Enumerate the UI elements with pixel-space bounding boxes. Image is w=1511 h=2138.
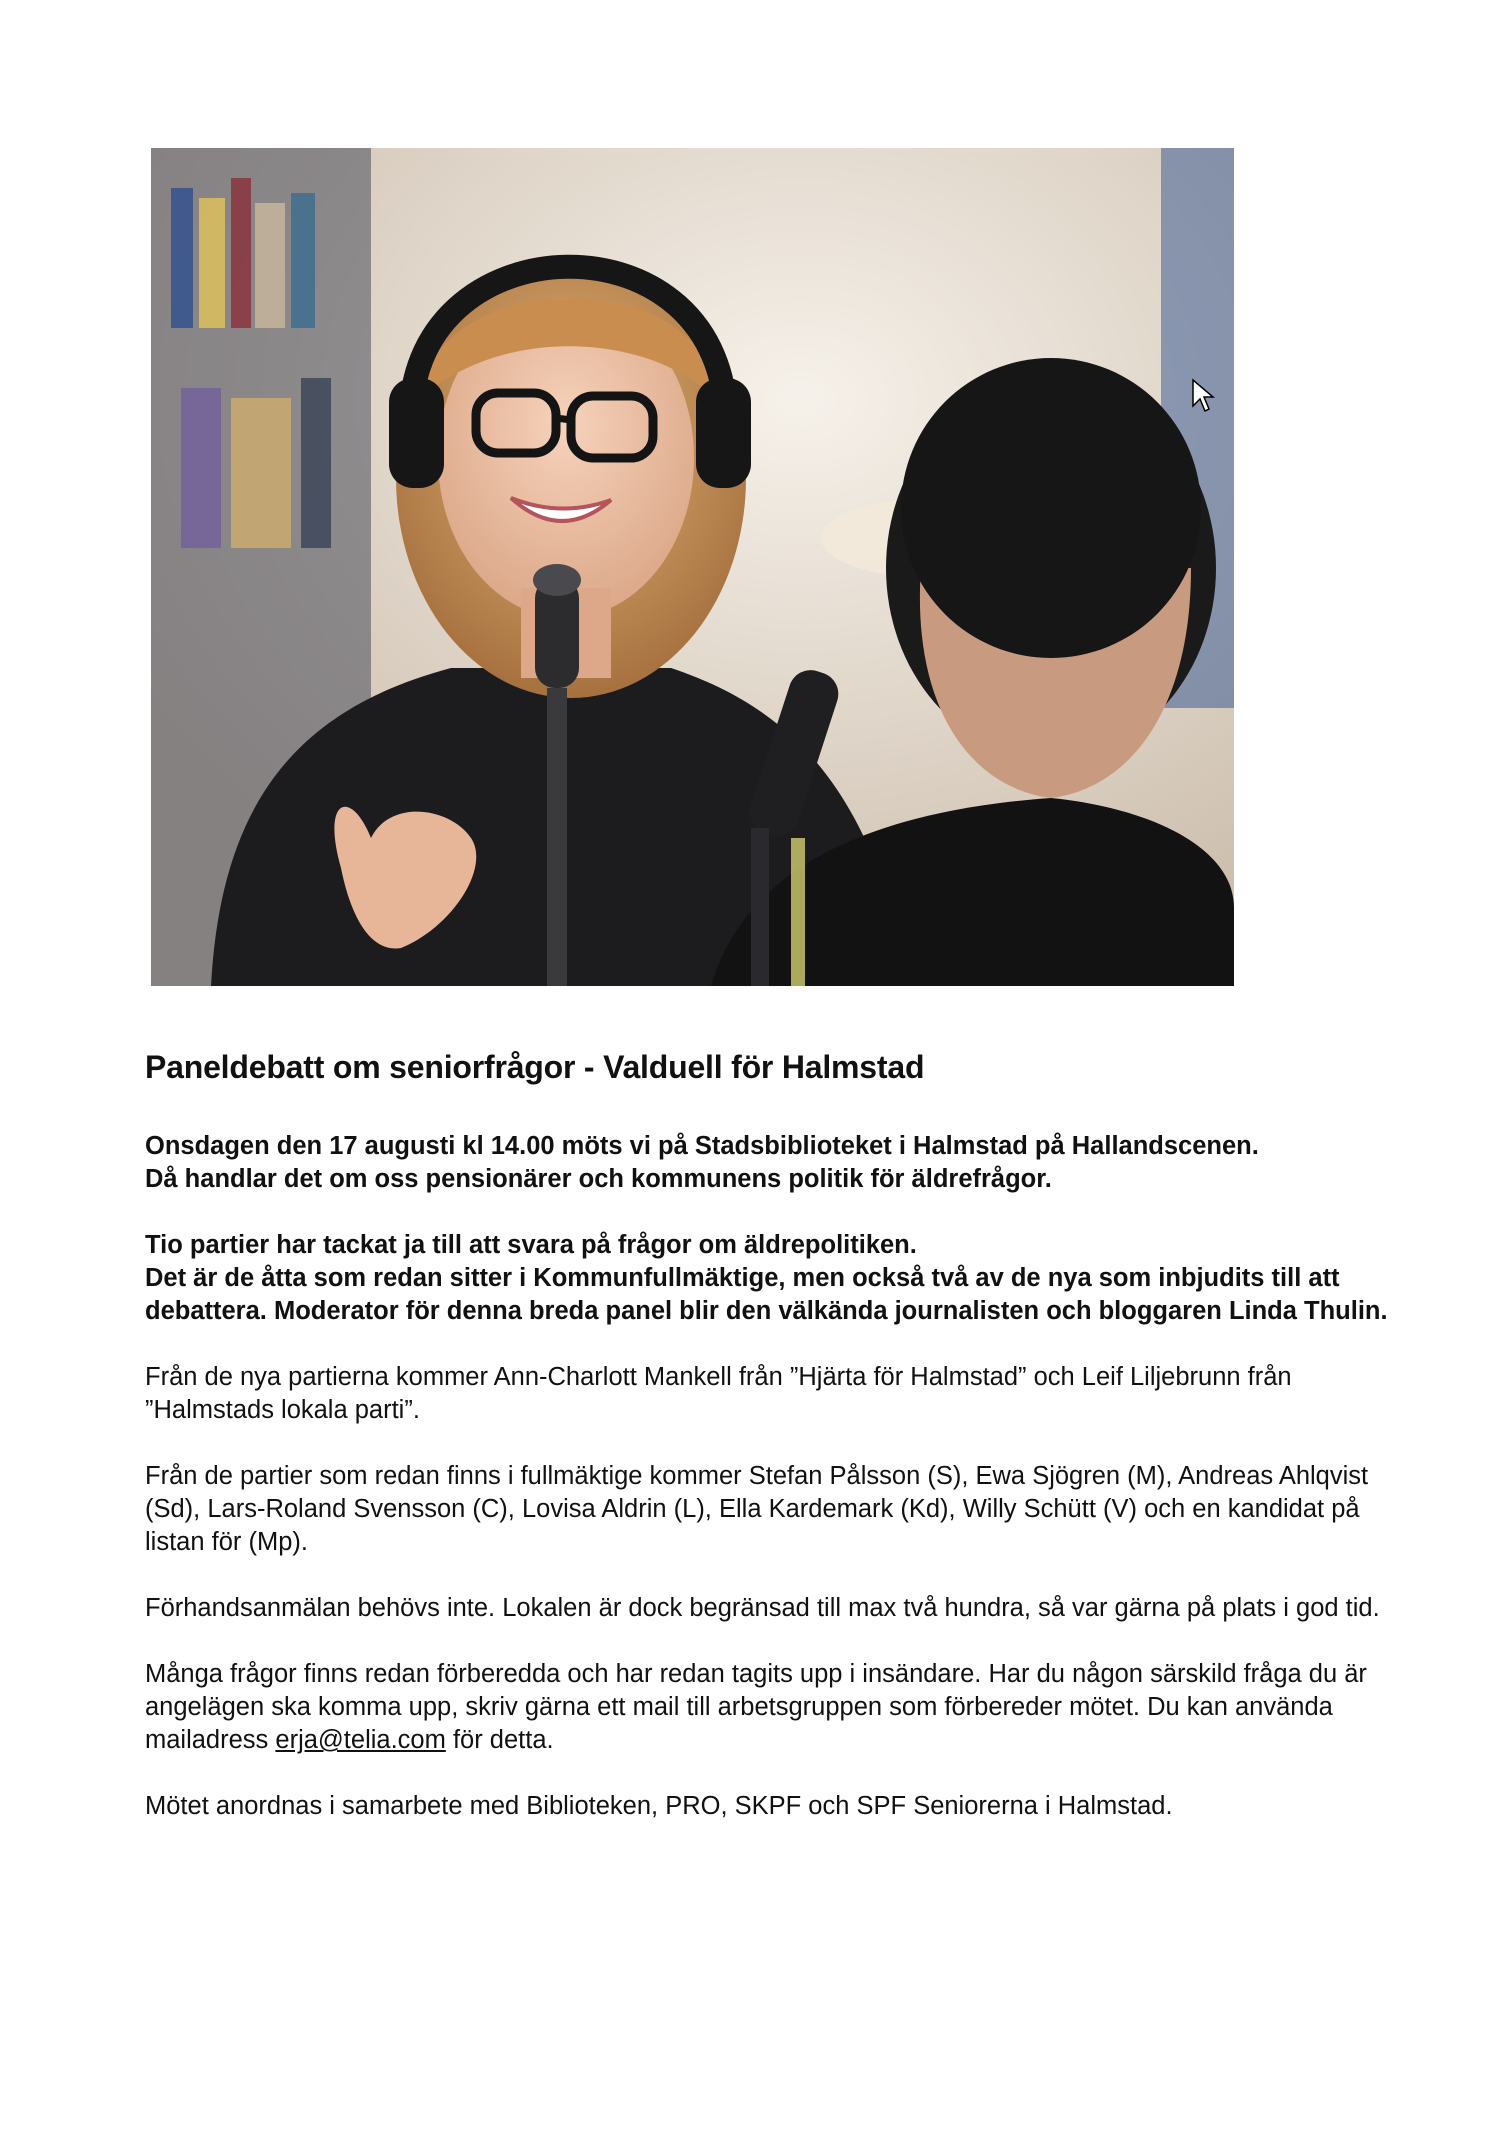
existing-parties-paragraph: Från de partier som redan finns i fullmäktige kommer Stefan Pålsson (S), Ewa Sjögren (M), Andreas Ahlqvist (Sd), Lars-Roland Svensson (C), Lovisa Aldrin (L), Ella Kardemark (Kd), Willy Schütt (V) och en kandidat på listan för (Mp). (145, 1462, 1369, 1557)
intro-line: Onsdagen den 17 augusti kl 14.00 möts vi på Stadsbiblioteket i Halmstad på Hallandscenen. (145, 1132, 1259, 1161)
summary-line: Tio partier har tackat ja till att svara på frågor om äldrepolitiken. (145, 1231, 917, 1260)
intro-line: Då handlar det om oss pensionärer och kommunens politik för äldrefrågor. (145, 1165, 1052, 1194)
email-link[interactable]: erja@telia.com (275, 1726, 446, 1755)
article (145, 1048, 1395, 1856)
questions-text-end: för detta. (452, 1726, 554, 1755)
questions-paragraph (145, 1658, 1395, 1757)
registration-paragraph: Förhandsanmälan behövs inte. Lokalen är dock begränsad till max två hundra, så var gärna på plats i god tid. (145, 1594, 1380, 1623)
article-title: Paneldebatt om seniorfrågor - Valduell för Halmstad (145, 1049, 925, 1085)
podcast-interview-photo (151, 148, 1234, 986)
new-parties-paragraph: Från de nya partierna kommer Ann-Charlott Mankell från ”Hjärta för Halmstad” och Leif Liljebrunn från ”Halmstads lokala parti”. (145, 1363, 1292, 1425)
questions-text: Många frågor finns redan förberedda och har redan tagits upp i insändare. Har du någon särskild fråga du är angelägen ska komma upp, skriv gärna ett mail till arbetsgruppen som förbereder mötet. Du kan använda mailadress (145, 1660, 1367, 1755)
photo-illustration (151, 148, 1234, 986)
intro-paragraph (145, 1130, 1395, 1196)
summary-line: Det är de åtta som redan sitter i Kommunfullmäktige, men också två av de nya som inbjudits till att debattera. Moderator för denna breda panel blir den välkända journalisten och bloggaren Linda Thulin. (145, 1264, 1388, 1326)
summary-paragraph (145, 1229, 1395, 1328)
organizers-paragraph: Mötet anordnas i samarbete med Biblioteken, PRO, SKPF och SPF Seniorerna i Halmstad. (145, 1792, 1173, 1821)
